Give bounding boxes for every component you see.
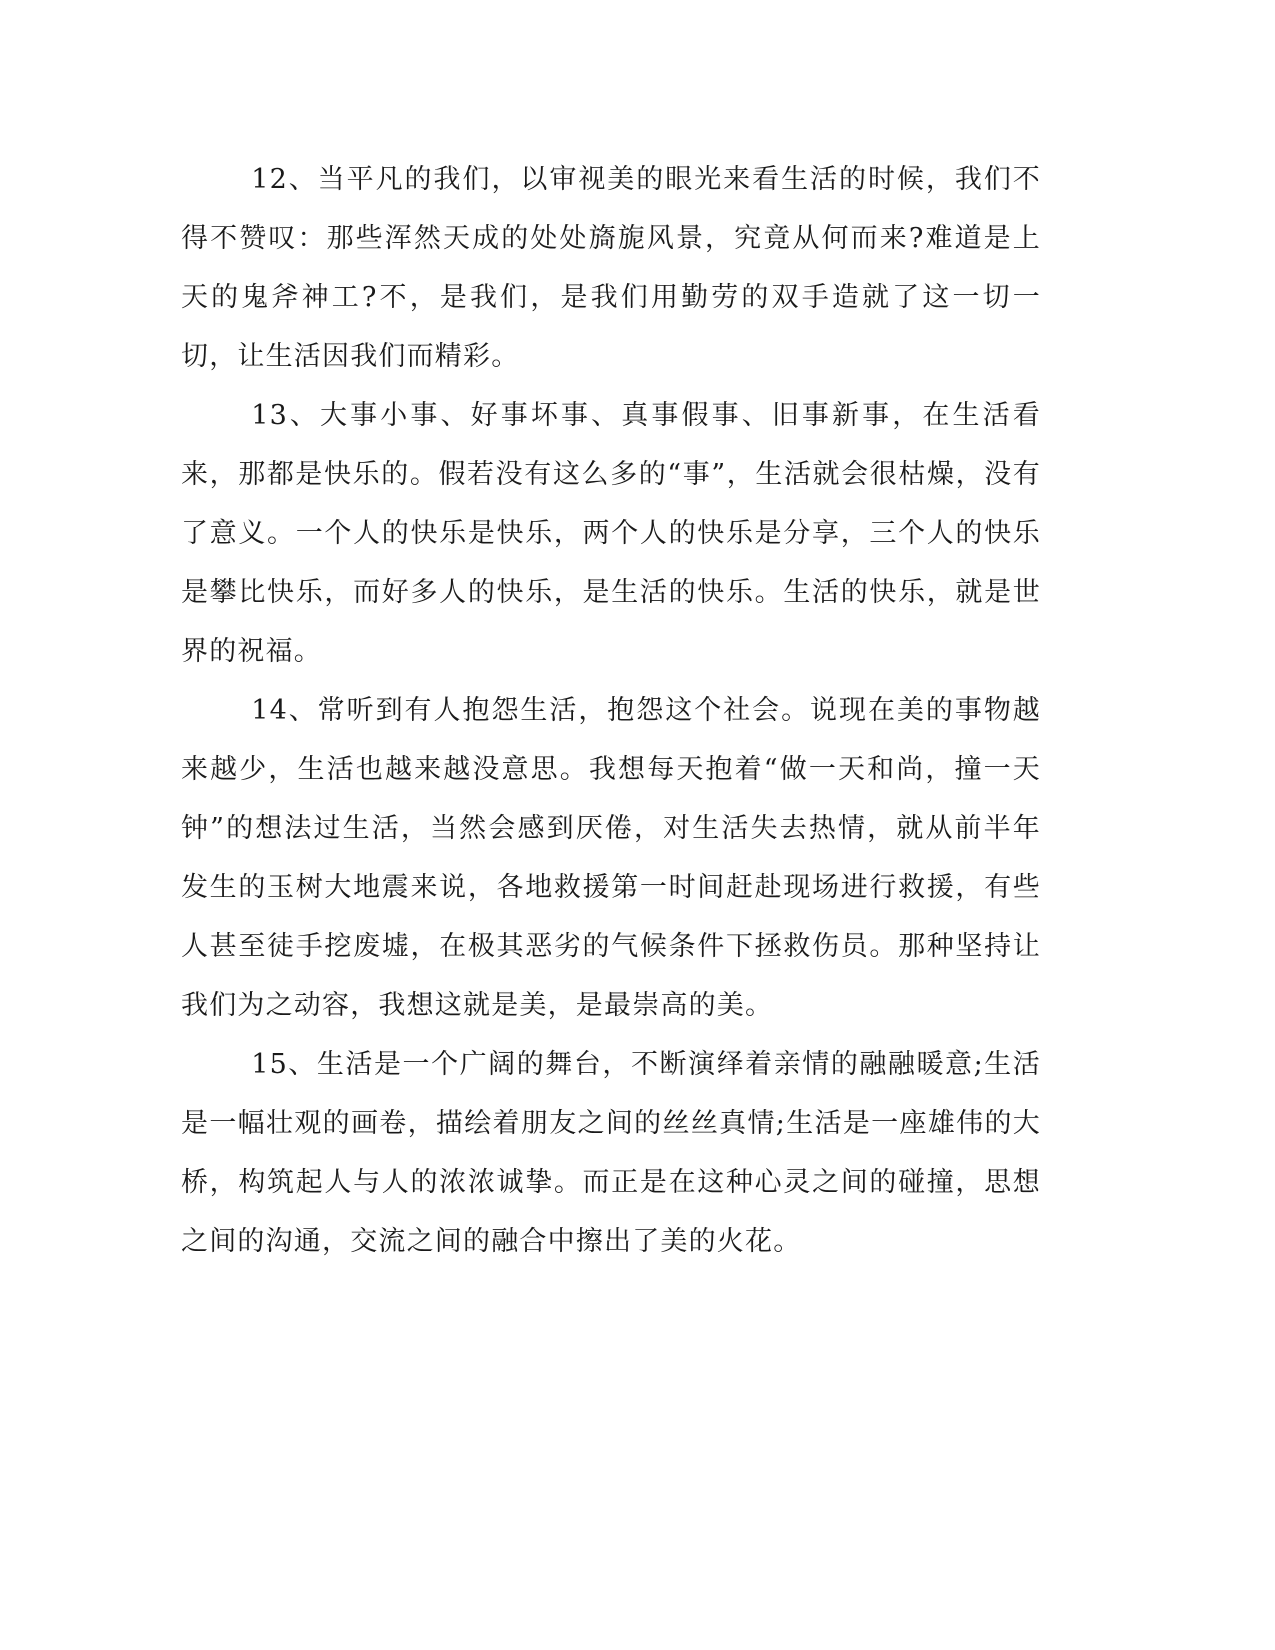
paragraph-12: 12、当平凡的我们，以审视美的眼光来看生活的时候，我们不得不赞叹：那些浑然天成的处处旖旎风景，究竟从何而来?难道是上天的鬼斧神工?不，是我们，是我们用勤劳的双手造就了这一切一切，让生活因我们而精彩。 (181, 164, 1041, 372)
paragraph-14: 14、常听到有人抱怨生活，抱怨这个社会。说现在美的事物越来越少，生活也越来越没意思。我想每天抱着“做一天和尚，撞一天钟”的想法过生活，当然会感到厌倦，对生活失去热情，就从前半年发生的玉树大地震来说，各地救援第一时间赶赴现场进行救援，有些人甚至徒手挖废墟，在极其恶劣的气候条件下拯救伤员。那种坚持让我们为之动容，我想这就是美，是最崇高的美。 (181, 695, 1041, 1021)
paragraph-15: 15、生活是一个广阔的舞台，不断演绎着亲情的融融暖意;生活是一幅壮观的画卷，描绘着朋友之间的丝丝真情;生活是一座雄伟的大桥，构筑起人与人的浓浓诚挚。而正是在这种心灵之间的碰撞，思想之间的沟通，交流之间的融合中擦出了美的火花。 (181, 1049, 1041, 1257)
paragraph-13: 13、大事小事、好事坏事、真事假事、旧事新事，在生活看来，那都是快乐的。假若没有这么多的“事”，生活就会很枯燥，没有了意义。一个人的快乐是快乐，两个人的快乐是分享，三个人的快乐是攀比快乐，而好多人的快乐，是生活的快乐。生活的快乐，就是世界的祝福。 (181, 400, 1041, 667)
document-body (181, 150, 1041, 1271)
